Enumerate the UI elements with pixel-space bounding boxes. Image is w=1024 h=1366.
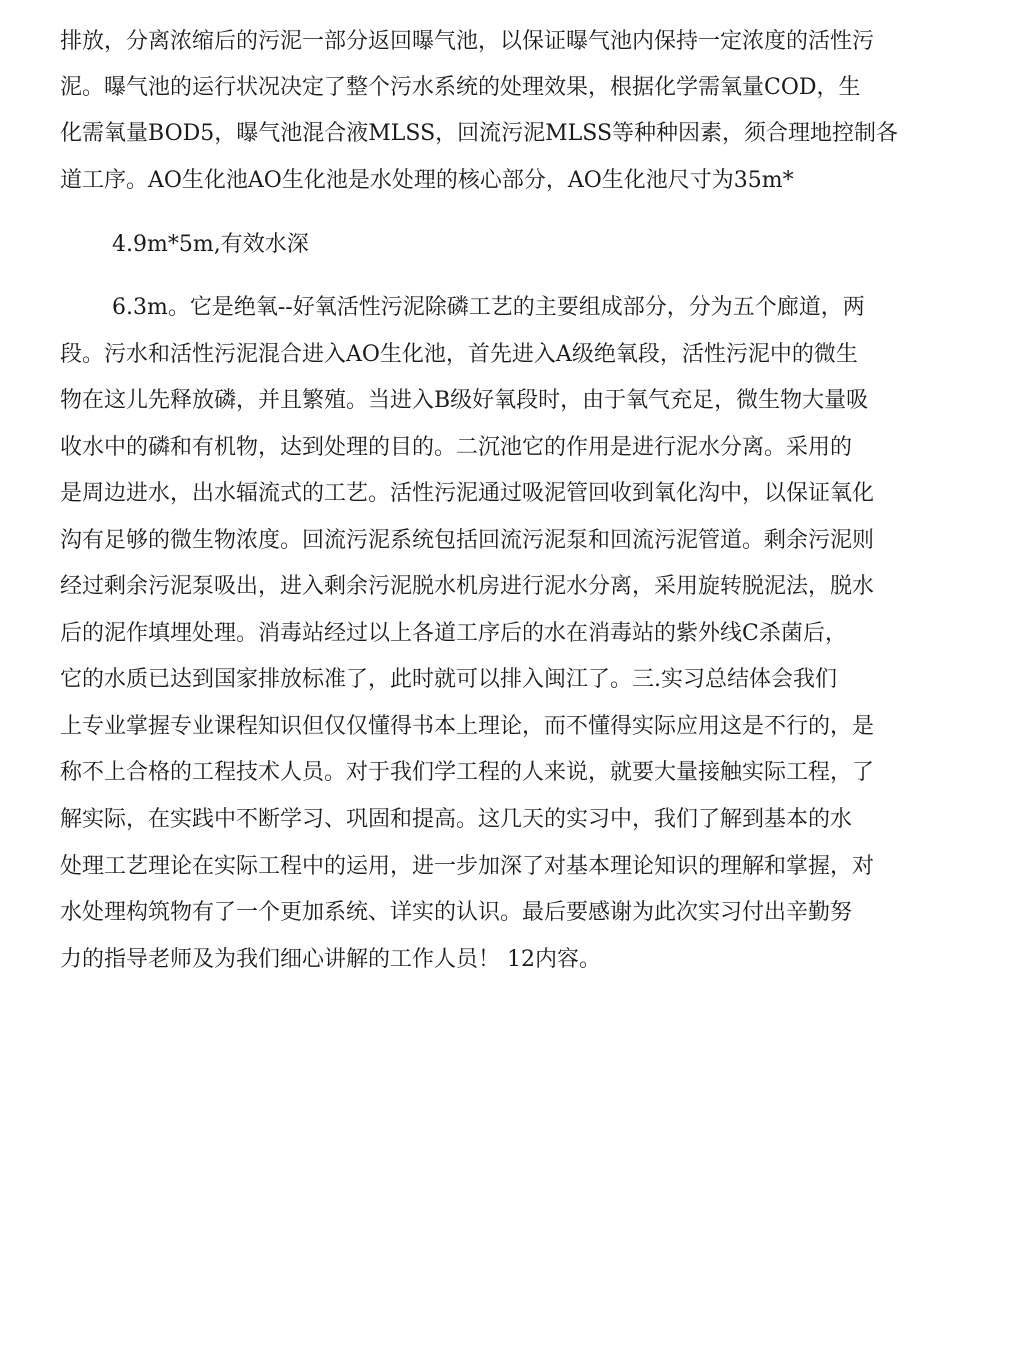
- text-line: 是周边进水，出水辐流式的工艺。活性污泥通过吸泥管回收到氧化沟中，以保证氧化: [60, 481, 875, 506]
- text-line: 解实际，在实践中不断学习、巩固和提高。这几天的实习中，我们了解到基本的水: [60, 807, 853, 832]
- text-line: 称不上合格的工程技术人员。对于我们学工程的人来说，就要大量接触实际工程，了: [60, 760, 875, 785]
- text-line: 化需氧量BOD5，曝气池混合液MLSS，回流污泥MLSS等种种因素，须合理地控制各: [60, 121, 899, 146]
- text-line: 沟有足够的微生物浓度。回流污泥系统包括回流污泥泵和回流污泥管道。剩余污泥则: [60, 528, 875, 553]
- text-line: 它的水质已达到国家排放标准了，此时就可以排入闽江了。三.实习总结体会我们: [60, 667, 837, 692]
- text-line: 物在这儿先释放磷，并且繁殖。当进入B级好氧段时，由于氧气充足，微生物大量吸: [60, 388, 869, 413]
- text-line: 段。污水和活性污泥混合进入AO生化池，首先进入A级绝氧段，活性污泥中的微生: [60, 342, 858, 367]
- text-line: 收水中的磷和有机物，达到处理的目的。二沉池它的作用是进行泥水分离。采用的: [60, 435, 853, 460]
- text-line: 力的指导老师及为我们细心讲解的工作人员！ 12内容。: [60, 947, 601, 972]
- text-line: 道工序。AO生化池AO生化池是水处理的核心部分，AO生化池尺寸为35m*: [60, 168, 794, 193]
- text-line: 后的泥作填埋处理。消毒站经过以上各道工序后的水在消毒站的紫外线C杀菌后，: [60, 621, 847, 646]
- text-line: 泥。曝气池的运行状况决定了整个污水系统的处理效果，根据化学需氧量COD，生: [60, 75, 861, 100]
- text-line: 排放，分离浓缩后的污泥一部分返回曝气池，以保证曝气池内保持一定浓度的活性污: [60, 29, 875, 54]
- text-line: 经过剩余污泥泵吸出，进入剩余污泥脱水机房进行泥水分离，采用旋转脱泥法，脱水: [60, 574, 875, 599]
- text-line: 4.9m*5m,有效水深: [112, 232, 309, 257]
- text-line: 上专业掌握专业课程知识但仅仅懂得书本上理论，而不懂得实际应用这是不行的，是: [60, 714, 875, 739]
- text-line: 处理工艺理论在实际工程中的运用，进一步加深了对基本理论知识的理解和掌握，对: [60, 854, 875, 879]
- text-line: 6.3m。它是绝氧--好氧活性污泥除磷工艺的主要组成部分，分为五个廊道，两: [112, 295, 865, 320]
- text-line: 水处理构筑物有了一个更加系统、详实的认识。最后要感谢为此次实习付出辛勤努: [60, 900, 853, 925]
